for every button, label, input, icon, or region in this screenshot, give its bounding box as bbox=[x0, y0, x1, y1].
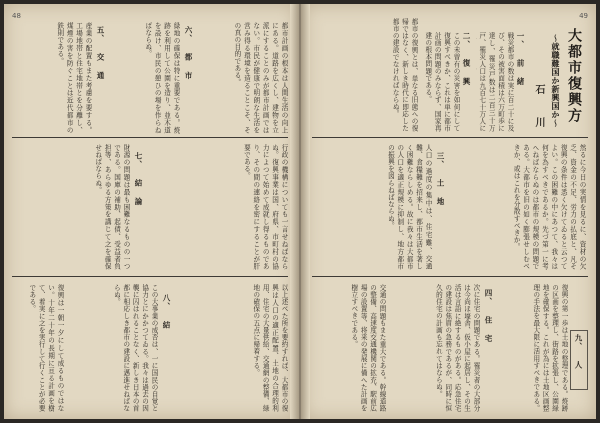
article-subtitle: 〜就職難国か新興国か〜 bbox=[551, 34, 561, 128]
body-column: 復興の第一歩は土地の整理である。焼跡の区画を整理し、街路を拡張し、公園緑地を確保する。これが為には土地区画整理の手法を最大限に活用すべきである。 bbox=[531, 284, 568, 412]
section-box bbox=[570, 330, 588, 390]
section-heading-4: 四、 住 宅 bbox=[484, 289, 493, 343]
band-divider bbox=[312, 137, 588, 138]
body-column: 戦災都市の数は実に百二十に及び、その被害面積は六万町歩に達し、罹災戸数は二百三十万戸、罹災人口は九百七十万人に bbox=[477, 32, 514, 132]
body-column: 交通の問題もまた重大である。幹線道路の整備、高速度交通機関の拡充、駅前広場の設置等、将来の発展に備へた計画を樹立すべきである。 bbox=[349, 284, 386, 412]
body-column: この大事業の成否は、一に国民の自覚と協力とにかかつてゐる。我々は過去の因襲に囚はれることなく、新しき日本の首都に相応しき都市の建設に邁進せねばならぬ。 bbox=[112, 284, 158, 412]
body-column: 人口の過度の集中は、住宅難、交通難、食糧難を招来し、都市生活を著しく困難ならしめる。故に我々は大都市の人口を適正規模に抑制し、地方都市の振興を図らねばならぬ。 bbox=[386, 144, 432, 270]
left-page bbox=[4, 4, 296, 419]
body-column: 行政の機構についても一言せねばならぬ。復興事業は国、府県、市町村の協力によつて始めて成就し得るものであり、その間の連絡を密にすることが肝要である。 bbox=[242, 144, 288, 270]
section-heading-3: 三、 土 地 bbox=[436, 152, 445, 206]
body-column: 以上述べた所を要約すれば、大都市の復興は人口の適正配置、土地の合理的利用、住宅の大量供給、交通網の整備、緑地の確保の五点に帰着する。 bbox=[251, 284, 288, 412]
band-divider bbox=[12, 137, 288, 138]
page-number-right: 49 bbox=[579, 12, 588, 20]
body-column: 次に住宅の問題である。罹災者の大部分は今尚ほ壕舎、仮小屋に起居し、その生活は言語に絶するものがある。応急住宅の建設は焦眉の急務であるが、同時に恒久的住宅の計画も忘れてはならぬ。 bbox=[434, 284, 480, 412]
article-title: 大都市復興方 bbox=[566, 28, 582, 124]
band-divider bbox=[312, 276, 588, 277]
section-heading-8: 八、 結 bbox=[162, 294, 171, 330]
body-column: 復興は一朝一夕にして成るものではない。十年二十年の長期に亘る計画を樹て、着実に之を実行して行くことが必要である。 bbox=[27, 284, 64, 412]
section-heading-6: 六、 都 市 bbox=[184, 26, 193, 80]
page-number-left: 48 bbox=[12, 12, 21, 20]
section-heading-1: 一、 前 緒 bbox=[516, 32, 525, 86]
body-column: この未曽有の災害を如何にして復興すべきか、これは単に都市計画の問題のみならず、国家再建の根本問題である。 bbox=[423, 32, 460, 132]
body-column: 緑地の確保は特に重要である。焼跡を利用して公園を造り、並木道を設け、市民の憩ひの場を作らねばならぬ。 bbox=[143, 22, 180, 134]
right-page bbox=[304, 4, 596, 419]
band-divider bbox=[12, 276, 288, 277]
section-heading-2: 二、 復 興 bbox=[462, 32, 471, 86]
article-author: 石 川 bbox=[533, 84, 544, 133]
body-column: 都市の復興とは、単なる旧態への復帰ではなく、新しき時代に即応した都市の建設でなければならぬ。 bbox=[391, 18, 418, 132]
body-column: 都市計画の根本は人間生活の向上にある。道路を広くし、建物を立派にすることのみが都市計画ではない。市民が健康で明朗な生活を営み得る環境を造ることこそ、その真の目的である。 bbox=[232, 22, 288, 134]
body-column: 産業の配置もまた考慮を要する。工場地帯と住宅地帯とを分離し、煤煙の害を防ぐことは近代都市の鉄則である。 bbox=[55, 22, 92, 134]
body-column: 財源の問題は最も困難なるものの一つである。国庫の補助、起債、受益者負担等、あらゆる方策を講じて之を確保せねばならぬ。 bbox=[93, 144, 130, 270]
binding-gutter bbox=[290, 4, 310, 419]
section-heading-7: 七、 結 論 bbox=[134, 152, 143, 206]
section-heading-5: 五、 交 通 bbox=[96, 26, 105, 80]
body-column: 然るに今日の実情を見るに、資材の欠乏、資金の不足、労力の払底と、凡そ復興の条件は悉く欠けてゐると云つてよい。この困難の中にあつて、我々は何を為すべきであるか。先づ第一に考へねばならぬのは都市の規模の問題である。大都市を旧の如く膨張せしむべきか、或はこれを分散すべきか。 bbox=[512, 144, 586, 270]
section-heading-9: 九、 人 bbox=[574, 334, 583, 370]
